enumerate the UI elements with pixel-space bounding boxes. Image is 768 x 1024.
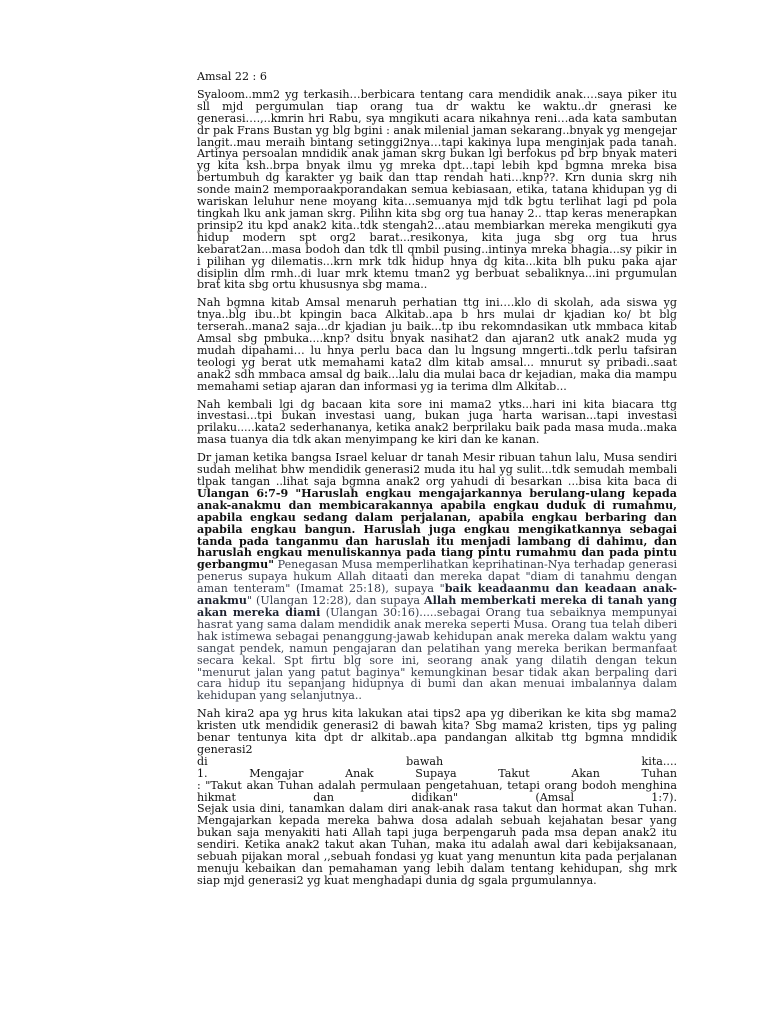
tip-1-body: Sejak usia dini, tanamkan dalam diri anak-anak rasa takut dan hormat akan Tuhan. Mengajarkan kepada mereka bahwa dosa adalah sebuah kejahatan besar yang bukan saja menyakiti hati Allah tapi juga berpengaruh pada msa depan anak2 itu sendiri. Ketika anak2 takut akan Tuhan, maka itu adalah awal dari kebijaksanaan, sebuah pijakan moral ,,sebuah fondasi yg kuat yang menuntun kita pada perjalanan menuju kebaikan dan pemahaman yang lebih dalam tentang kehidupan, shg mrk siap mjd generasi2 yg kuat menghadapi dunia dg sgala prgumulannya. bbox=[197, 802, 677, 887]
paragraph-4-bold-b: baik keadaanmu dan keadaan anak-anakmu bbox=[197, 582, 677, 608]
paragraph-4 bbox=[197, 452, 677, 702]
paragraph-3: Nah kembali lgi dg bacaan kita sore ini mama2 ytks...hari ini kita biacara ttg investasi...tpi bukan investasi uang, bukan juga harta warisan...tapi investasi prilaku.....kata2 sederhananya, ketika anak2 berprilaku baik pada masa muda..maka masa tuanya dia tdk akan menyimpang ke kiri dan ke kanan. bbox=[197, 397, 677, 447]
tip-1-heading: 1. Mengajar Anak Supaya Takut Akan Tuhan bbox=[197, 766, 677, 780]
paragraph-5-line-b: di bawah kita.... bbox=[197, 754, 677, 768]
tip-1-verse-line-2: hikmat dan didikan" (Amsal 1:7). bbox=[197, 790, 677, 804]
paragraph-4-bold-d: Allah memberkati mereka di tanah yang akan mereka diami bbox=[197, 594, 677, 619]
paragraph-1: Syaloom..mm2 yg terkasih…berbicara tentang cara mendidik anak….saya piker itu sll mjd pergumulan tiap orang tua dr waktu ke waktu..dr gnerasi ke generasi….,..kmrin hri Rabu, sya mngikuti acara nikahnya reni…ada kata sambutan dr pak Frans Bustan yg blg bgini : anak milenial jaman sekarang..bnyak yg mengejar langit..mau meraih bintang setinggi2nya…tapi kakinya lupa menginjak pada tanah. Artinya persoalan mndidik anak jaman skrg bukan lgi berfokus pd brp bnyak materi yg kita ksh..brpa bnyak ilmu yg mreka dpt…tapi lebih kpd bgmna mreka bisa bertumbuh dg karakter yg baik dan ttap rendah hati…knp??. Krn dunia skrg nih sonde main2 memporaakporandakan semua kebiasaan, etika, tatana khidupan yg di wariskan leluhur nene moyang kita…semuanya mjd tdk bgtu terlihat lagi pd pola tingkah lku ank jaman skrg. Pilihn kita sbg org tua hanay 2.. ttap keras menerapkan prinsip2 itu kpd anak2 kita..tdk stengah2...atau membiarkan mereka mengikuti gya hidup modern spt org2 barat...resikonya, kita juga sbg org tua hrus kebarat2an...masa bodoh dan tdk tll qmbil pusing..intinya mreka bhagia...sy pikir in i pilihan yg dilematis...krn mrk tdk hidup hnya dg kita...kita blh puku paka ajar disiplin dlm rmh..di luar mrk ktemu tman2 yg berbuat sebaliknya...ini prgumulan brat kita sbg ortu khususnya sbg mama.. bbox=[197, 87, 677, 292]
paragraph-5-intro: Nah kira2 apa yg hrus kita lakukan atai tips2 apa yg diberikan ke kita sbg mama2 kristen utk mendidik generasi2 di bawah kita? Sbg mama2 kristen, tips yg paling benar tentunya kita dpt dr alkitab..apa pandangan alkitab ttg bgmna mndidik generasi2 bbox=[197, 707, 677, 756]
paragraph-4-intro: Dr jaman ketika bangsa Israel keluar dr tanah Mesir ribuan tahun lalu, Musa sendiri sudah melihat bhw mendidik generasi2 muda itu hal yg sulit...tdk semudah membali tlpak tangan ..lihat saja bgmna anak2 org yahudi di besarkan ...bisa kita baca di bbox=[197, 451, 677, 488]
document-title: Amsal 22 : 6 bbox=[197, 70, 267, 83]
tip-1-verse-line-1: : "Takut akan Tuhan adalah permulaan pengetahuan, tetapi orang bodoh menghina bbox=[197, 778, 677, 792]
paragraph-4-text-c: " (Ulangan 12:28), dan supaya bbox=[246, 594, 424, 608]
paragraph-5 bbox=[197, 708, 677, 887]
paragraph-4-text-e: (Ulangan 30:16).....sebagai Orang tua sebaiknya mempunyai hasrat yang sama dalam mendidik anak mereka seperti Musa. Orang tua telah diberi hak istimewa sebagai penanggung-jawab kehidupan anak mereka dalam waktu yang sangat pendek, namun pengajaran dan pelatihan yang mereka berikan bermanfaat secara kekal. Spt firtu blg sore ini, seorang anak yang dilatih dengan tekun "menurut jalan yang patut baginya" kemungkinan besar tidak akan berpaling dari cara hidup itu sepanjang hidupnya di bumi dan akan menuai imbalannya dalam kehidupan yang selanjutnya.. bbox=[197, 605, 678, 703]
document-page bbox=[197, 71, 677, 887]
ulangan-verse-quote: Ulangan 6:7-9 "Haruslah engkau mengajarkannya berulang-ulang kepada anak-anakmu dan membicarakannya apabila engkau duduk di rumahmu, apabila engkau sedang dalam perjalanan, apabila engkau berbaring dan apabila engkau bangun. Haruslah juga engkau mengikatkannya sebagai tanda pada tanganmu dan haruslah itu menjadi lambang di dahimu, dan haruslah engkau menuliskannya pada tiang pintu rumahmu dan pada pintu gerbangmu" bbox=[197, 486, 677, 572]
paragraph-2: Nah bgmna kitab Amsal menaruh perhatian ttg ini….klo di skolah, ada siswa yg tnya..blg ibu..bt kpingin baca Alkitab..apa b hrs mulai dr kjadian ko/ bt blg terserah..mana2 saja...dr kjadian ju baik...tp ibu rekomndasikan utk mmbaca kitab Amsal sbg pmbuka....knp? dsitu bnyak nasihat2 dan ajaran2 utk anak2 muda yg mudah dipahami… lu hnya perlu baca dan lu lngsung mngerti..tdk perlu tafsiran teologi yg berat utk memahami kata2 dlm kitab amsal... mnurut sy pribadi..saat anak2 sdh mmbaca amsal dg baik...lalu dia mulai baca dr kejadian, maka dia mampu memahami setiap ajaran dan informasi yg ia terima dlm Alkitab... bbox=[197, 296, 677, 393]
paragraph-4-text-a: Penegasan Musa memperlihatkan keprihatinan-Nya terhadap generasi penerus supaya hukum Allah ditaati dan mereka dapat "diam di tanahmu dengan aman tenteram" (Imamat 25:18), supaya " bbox=[197, 558, 677, 596]
